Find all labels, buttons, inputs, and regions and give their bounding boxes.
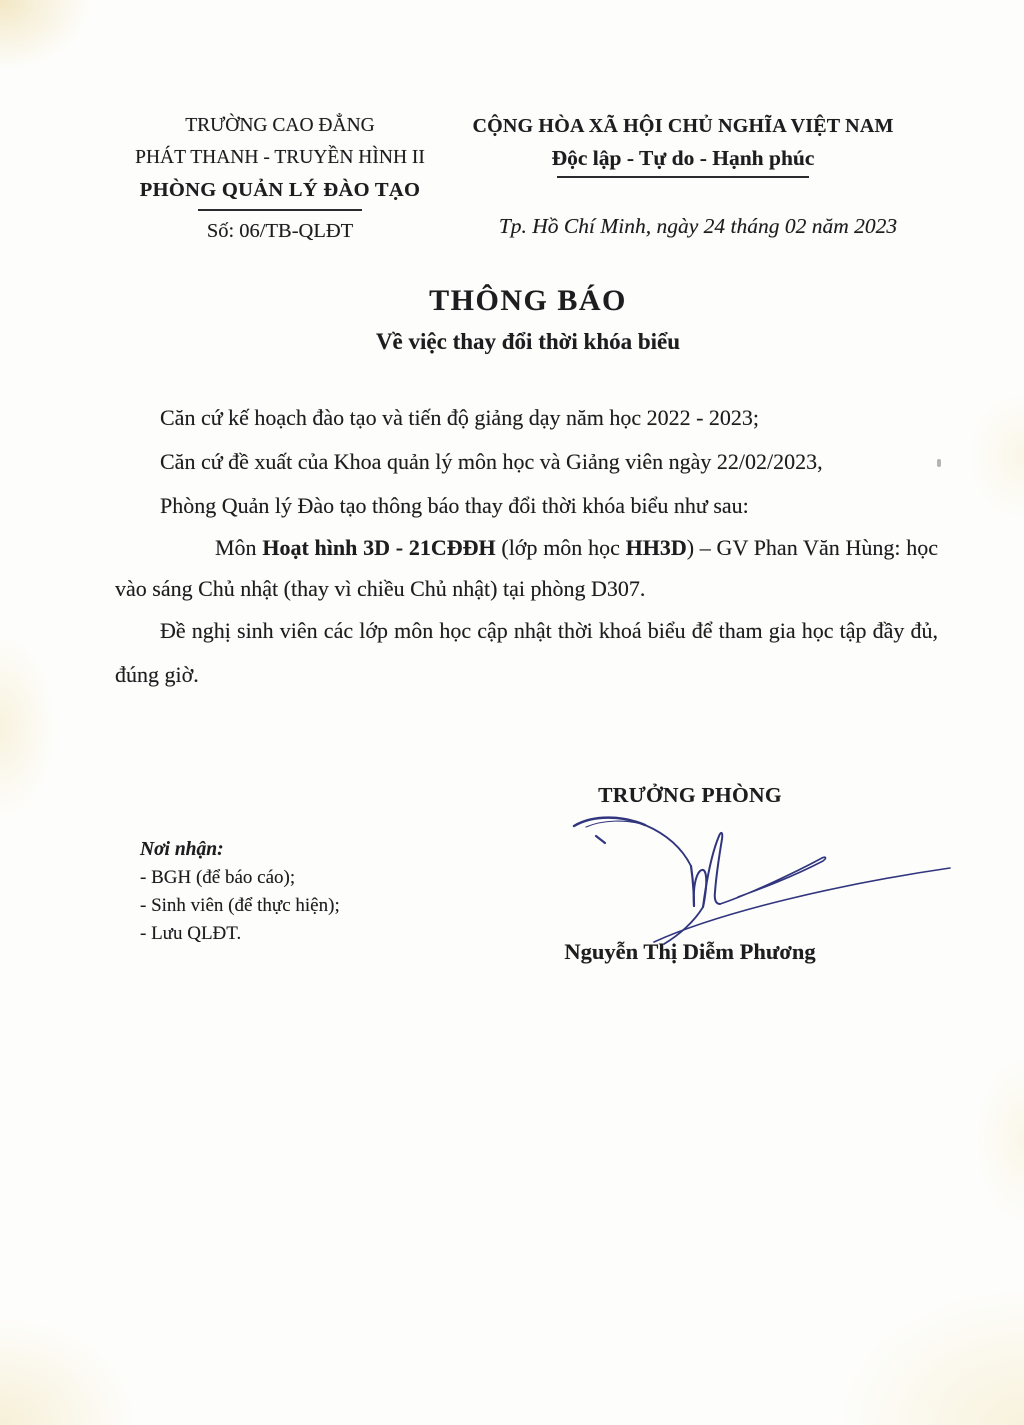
course-change-mid: (lớp môn học	[495, 535, 626, 560]
body-block	[115, 396, 938, 697]
paragraph-basis-1: Căn cứ kế hoạch đào tạo và tiến độ giảng dạy năm học 2022 - 2023;	[160, 405, 760, 430]
issuing-org-block	[100, 110, 460, 247]
course-change-suffix: ) – GV Phan Văn Hùng: học vào sáng Chủ nhật (thay vì chiều Chủ nhật) tại phòng D307.	[115, 535, 938, 601]
recipients-block	[140, 836, 460, 948]
place-date-line: Tp. Hồ Chí Minh, ngày 24 tháng 02 năm 2023	[498, 214, 898, 238]
paragraph-course-change	[115, 528, 938, 609]
national-header-block	[448, 110, 918, 242]
org-department: PHÒNG QUẢN LÝ ĐÀO TẠO	[139, 179, 421, 201]
org-underline	[198, 209, 362, 211]
recipients-label: Nơi nhận:	[140, 839, 224, 860]
scan-speck	[937, 459, 941, 467]
course-change-prefix: Môn	[215, 535, 263, 560]
paragraph-request: Đề nghị sinh viên các lớp môn học cập nhật thời khoá biểu để tham gia học tập đầy đủ, đúng giờ.	[115, 618, 938, 687]
title-block	[28, 283, 1024, 360]
course-name: Hoạt hình 3D - 21CĐĐH	[262, 535, 496, 560]
paragraph-basis-2: Căn cứ đề xuất của Khoa quản lý môn học và Giảng viên ngày 22/02/2023,	[160, 449, 823, 474]
document-subtitle: Về việc thay đổi thời khóa biểu	[375, 329, 681, 354]
signer-name: Nguyễn Thị Diễm Phương	[564, 939, 816, 964]
recipient-item: - Lưu QLĐT.	[140, 923, 242, 944]
document-title: THÔNG BÁO	[429, 284, 627, 317]
recipient-item: - BGH (để báo cáo);	[140, 867, 296, 888]
recipient-item: - Sinh viên (để thực hiện);	[140, 895, 340, 916]
course-class-code: HH3D	[625, 535, 687, 560]
national-motto: Độc lập - Tự do - Hạnh phúc	[551, 146, 815, 170]
national-title: CỘNG HÒA XÃ HỘI CHỦ NGHĨA VIỆT NAM	[472, 115, 894, 137]
document-number: Số: 06/TB-QLĐT	[206, 220, 354, 242]
org-name-line1: TRƯỜNG CAO ĐẲNG	[185, 115, 375, 136]
signer-title: TRƯỞNG PHÒNG	[598, 783, 782, 807]
paragraph-announcement: Phòng Quản lý Đào tạo thông báo thay đổi thời khóa biểu như sau:	[160, 493, 749, 518]
motto-underline	[557, 176, 809, 178]
handwritten-signature-ink	[560, 800, 960, 950]
org-name-line2: PHÁT THANH - TRUYỀN HÌNH II	[135, 147, 425, 168]
